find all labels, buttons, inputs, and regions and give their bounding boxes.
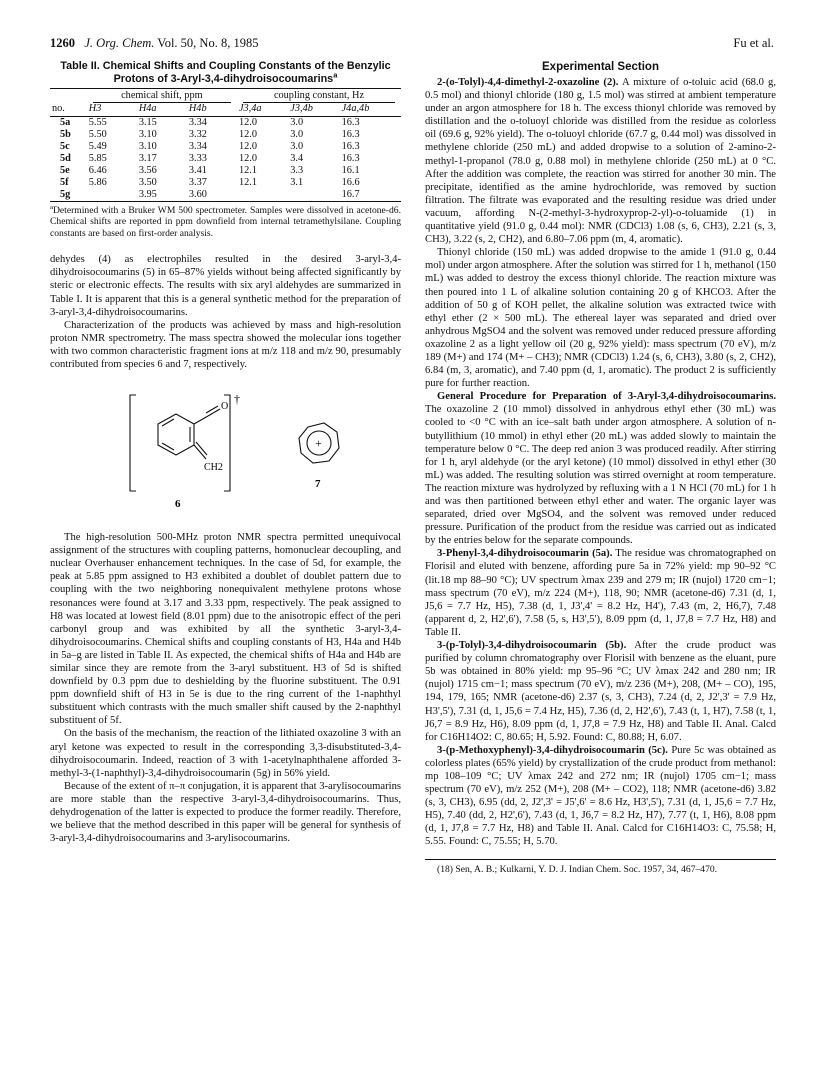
experimental-paragraph: Thionyl chloride (150 mL) was added dropwise to the amide 1 (91.0 g, 0.44 mol) under argon atmosphere. After the solution was stirred for 1 h, methanol (150 mL) was added to destroy the excess thionyl chloride. The reaction mixture was then poured into 1 L of alkaline solution containing 20 g of KHCO3. After the addition of 50 g of KOH pellet, the alkaline solution was extracted twice with ethyl ether (2 × 500 mL). The ethereal layer was separated and dried over anhydrous MgSO4 and the solvent was removed under reduced pressure affording oxazoline 2 as a light yellow oil (20 g, 92% yield): mass spectrum (70 eV), m/z 189 (M+) and 174 (M+ – CH3); NMR (CDCl3) 1.24 (s, 6, CH3), 3.80 (s, 2, CH2), 6.84 (m, 3, aromatic), and 7.40 ppm (d, 1, aromatic). The product 2 is sufficiently pure for further reaction. xyxy=(425,247,776,390)
table-row xyxy=(50,141,401,153)
charge-mark: + xyxy=(315,436,322,451)
structure-6 xyxy=(130,395,230,491)
procedure-heading: 3-(p-Tolyl)-3,4-dihydroisocoumarin (5b). xyxy=(437,640,627,652)
cell: 3.34 xyxy=(188,117,207,128)
col-header: no. xyxy=(50,103,87,117)
cell xyxy=(237,189,288,202)
table-footnote xyxy=(50,205,401,239)
cell: 12.0 xyxy=(238,153,257,164)
col-header: J3,4b xyxy=(288,103,339,117)
paragraph: Characterization of the products was achieved by mass and high-resolution proton NMR spectrometry. The mass spectra showed the molecular ions together with two common characteristic fragment ions at m/z 118 and m/z 90, presumably contributed from species 6 and 7, respectively. xyxy=(50,319,401,370)
cell: 16.3 xyxy=(341,129,360,140)
table-ii xyxy=(50,88,401,202)
paragraph: The high-resolution 500-MHz proton NMR spectra permitted unequivocal assignment of the structures with coupling patterns, homonuclear decoupling, and nuclear Overhauser enhancement techniques. In the case of 5d, for example, the peak at 5.85 ppm assigned to H3 exhibited a doublet of doublet pattern due to coupling with the two neighboring nonequivalent methylene protons whose resonances were found at 3.17 and 3.33 ppm, respectively. The peak assigned to H8 was located at lowest field (8.01 ppm) due to the anisotropic effect of the peri carbonyl group and was exhibited by all the synthetic 3-aryl-3,4-dihydroisocoumarins. Chemical shifts and coupling constants of H3, H4a and H4b in 5a–g are listed in Table II. As expected, the chemical shifts of H4a and H4b are similar since they are remote from the 3-aryl substituent. H3 of 5d is shifted downfield by 0.3 ppm due to deshielding by the fluorine substituent. The 0.91 ppm downfield shift of H3 in 5e is due to the ring current of the 1-naphthyl substituent which contrasts with the much smaller shift caused by the 2-naphthyl substituent of 5f. xyxy=(50,532,401,727)
experimental-paragraph xyxy=(425,390,776,547)
page-number: 1260 xyxy=(50,36,75,50)
table-group-header xyxy=(50,89,401,104)
experimental-paragraph xyxy=(425,744,776,849)
cell: 12.0 xyxy=(238,141,257,152)
cell: 5b xyxy=(60,129,71,140)
cell: 3.32 xyxy=(188,129,207,140)
cell: 3.0 xyxy=(290,129,304,140)
reference-footnote: (18) Sen, A. B.; Kulkarni, Y. D. J. Indian Chem. Soc. 1957, 34, 467–470. xyxy=(425,859,776,875)
cell: 3.10 xyxy=(138,141,157,152)
ch2-label: CH2 xyxy=(204,462,223,474)
dagger-mark: † xyxy=(234,392,240,407)
procedure-heading: 2-(o-Tolyl)-4,4-dimethyl-2-oxazoline (2). xyxy=(437,77,619,88)
bracket-left xyxy=(130,395,136,491)
cell: 3.17 xyxy=(138,153,157,164)
ring-double-bond xyxy=(162,419,174,426)
cell: 12.0 xyxy=(238,117,257,128)
cell: 5.49 xyxy=(88,141,107,152)
cell: 3.95 xyxy=(137,189,187,202)
left-body-text-2 xyxy=(50,531,401,845)
cell: 16.3 xyxy=(341,117,360,128)
journal-name: J. Org. Chem. xyxy=(84,36,155,50)
cell: 12.1 xyxy=(238,165,257,176)
cell: 5c xyxy=(60,141,70,152)
cell: 3.56 xyxy=(138,165,157,176)
cell: 12.0 xyxy=(238,129,257,140)
cell: 3.0 xyxy=(290,117,304,128)
structure-figure xyxy=(50,379,401,529)
table-row xyxy=(50,153,401,165)
compound-6-label: 6 xyxy=(175,498,181,511)
procedure-text: After the crude product was purified by column chromatography over Florisil with benzene as the eluant, pure 5b was obtained in 80% yield: mp 95–96 °C; UV λmax 242 and 280 nm; IR (nujol) 1715 cm−1; mass spectrum (70 eV), m/z 236 (M+), 208, (M+ – CO), 195, 194, 179, 165; NMR (acetone-d6) 2.37 (s, 3, CH3), 7.24 (d, 2, J2',3' = 7.9 Hz, H3',5'), 7.31 (d, 1, J5,6 = 7.4 Hz, H5), 7.36 (d, 2, H2',6'), 7.43 (t, 1, H7), 7.58 (t, 1, J6,7 = 8.9 Hz, H6), 8.09 ppm (d, 1, J7,8 = 7.9 Hz, H8) and Table II. Anal. Calcd for C16H14O2: C, 80.65; H, 5.92. Found: C, 80.88; H, 6.07. xyxy=(425,640,776,743)
cell: 16.1 xyxy=(341,165,360,176)
cell: 3.33 xyxy=(188,153,207,164)
procedure-text: The residue was chromatographed on Florisil and eluted with benzene, affording pure 5a in 72% yield: mp 90–92 °C (lit.18 mp 88–90 °C); UV spectrum λmax 239 and 279 m; IR (nujol) 1720 cm−1; mass spectrum (70 eV), m/z 224 (M+), 118, 90; NMR (acetone-d6) 7.31 (d, 1, J5,6 = 7.7 Hz, H5), 7.38 (d, 1, J3',4' = 8.2 Hz, H4'), 7.43 (m, 2, H6,7), 7.48 (apparent d, 2, H2',6'), 7.58 (5, s, H3',5'), 8.09 ppm (d, 1, J7,8 = 7.7 Hz, H8) and Table II. xyxy=(425,548,776,638)
procedure-text: The oxazoline 2 (10 mmol) dissolved in anhydrous ethyl ether (30 mL) was cooled to <0 °C with an ice–salt bath under argon atmosphere. A solution of n-butyllithium (10 mmol) in ethyl ether (20 mL) was added slowly to maintain the temperature below 0 °C. The deep red anion 3 was produced readily. After stirring for 1 h, aryl aldehyde (or the aryl ketone) (10 mmol) dissolved in ethyl ether (30 mL) was added. The resulting solution was stirred overnight at room temperature. The reaction mixture was hydrolyzed by refluxing with a 1 N HCl (70 mL) for 1 h and was then partitioned between ethyl ether and water. The organic layer was separated, dried over MgSO4, and the solvent was removed under reduced pressure. Purification of the product from the residue was carried out as indicated by the entries below for the separate compounds. xyxy=(425,404,776,547)
col-header: H3 xyxy=(87,103,137,117)
table-title xyxy=(50,60,401,85)
procedure-text: A mixture of o-toluic acid (68.0 g, 0.5 mol) and thionyl chloride (180 g, 1.5 mol) was stirred at ambient temperature under an argon atmosphere for 18 h. The excess thionyl chloride was removed by distillation and the o-toluoyl chloride was distilled from the residue as colorless oil (69.6 g, 92% yield). The o-toluoyl chloride (67.7 g, 0.44 mol) was dissolved in methylene chloride (250 mL) and added dropwise to a solution of 2-amino-2-methyl-1-propanol (78.0 g, 0.88 mol) in methylene chloride (250 mL) at 0 °C. After the addition was complete, the reaction was stirred for another 30 min. The precipitate, identified as the amine hydrochloride, was removed by suction filtration. The filtrate was evaporated and the resulting residue was dried under vacuum, affording N-(2-methyl-3-hydroxyprop-2-yl)-o-toluamide (1) in quantitative yield (91.0 g, 0.44 mol): NMR (CDCl3) 1.08 (s, 6, CH3), 2.21 (s, 3, CH3), 3.22 (s, 2, CH2), and 6.80–7.06 ppm (m, 4, aromatic). xyxy=(425,77,776,246)
cell: 5.86 xyxy=(88,177,107,188)
table-caption: Chemical Shifts and Coupling Constants of the Benzylic Protons of 3-Aryl-3,4-dihydroisocoumarins xyxy=(102,60,391,85)
ring-double-bond xyxy=(162,443,174,450)
left-body-text xyxy=(50,253,401,371)
cell xyxy=(87,189,137,202)
cell: 3.41 xyxy=(188,165,207,176)
table-label: Table II. xyxy=(60,60,100,72)
cell: 16.3 xyxy=(341,153,360,164)
group-header-coupling: coupling constant, Hz xyxy=(243,90,395,103)
col-header: H4b xyxy=(187,103,237,117)
col-header: J3,4a xyxy=(237,103,288,117)
experimental-paragraph xyxy=(425,76,776,246)
experimental-paragraph xyxy=(425,639,776,744)
left-column xyxy=(50,60,401,845)
journal-citation: Vol. 50, No. 8, 1985 xyxy=(157,36,259,50)
col-header: J4a,4b xyxy=(340,103,401,117)
running-head-left xyxy=(50,36,258,51)
group-header-shift: chemical shift, ppm xyxy=(93,90,231,103)
procedure-heading: 3-Phenyl-3,4-dihydroisocoumarin (5a). xyxy=(437,548,613,560)
cell: 5.85 xyxy=(88,153,107,164)
cell: 3.0 xyxy=(290,141,304,152)
compound-7-label: 7 xyxy=(315,478,321,491)
footnote-mark: a xyxy=(50,203,53,211)
cell: 3.50 xyxy=(138,177,157,188)
col-header: H4a xyxy=(137,103,187,117)
table-title-note: a xyxy=(333,69,338,79)
footnote-text: Determined with a Bruker WM 500 spectrometer. Samples were dissolved in acetone-d6. Chemical shifts are reported in ppm downfield from internal tetramethylsilane. Coupling constants are based on first-order analysis. xyxy=(50,205,401,239)
cell: 3.10 xyxy=(138,129,157,140)
structures-svg xyxy=(50,379,401,529)
table-column-header xyxy=(50,103,401,117)
paragraph: dehydes (4) as electrophiles resulted in the desired 3-aryl-3,4-dihydroisocoumarins (5) in 65–87% yields without being affected significantly by steric or electronic effects. The results with six aryl aldehydes are summarized in Table I. It is apparent that this is a general synthetic method for the preparation of 3-aryl-3,4-dihydroisocoumarins. xyxy=(50,254,401,318)
cell: 3.3 xyxy=(290,165,304,176)
cell: 5.55 xyxy=(88,117,107,128)
cell: 3.1 xyxy=(290,177,304,188)
table-body xyxy=(50,117,401,202)
cell xyxy=(288,189,339,202)
cell: 3.37 xyxy=(188,177,207,188)
cell: 3.60 xyxy=(187,189,237,202)
ketene-co-bond-2 xyxy=(206,406,218,413)
table-row xyxy=(50,117,401,130)
procedure-heading: 3-(p-Methoxyphenyl)-3,4-dihydroisocoumarin (5c). xyxy=(437,744,668,756)
cell: 3.34 xyxy=(188,141,207,152)
running-head-authors: Fu et al. xyxy=(733,36,774,50)
cell: 5.50 xyxy=(88,129,107,140)
section-title: Experimental Section xyxy=(542,61,659,73)
table-row xyxy=(50,165,401,177)
cell: 5g xyxy=(50,189,87,202)
cell: 5a xyxy=(60,117,71,128)
cell: 3.15 xyxy=(138,117,157,128)
cell: 5f xyxy=(60,177,69,188)
cell: 16.3 xyxy=(341,141,360,152)
paragraph: On the basis of the mechanism, the reaction of the lithiated oxazoline 3 with an aryl ketone was expected to result in the corresponding 3,3-disubstituted-3,4-dihydroisocoumarin. Indeed, reaction of 3 with 1-acetylnaphthalene afforded 3-methyl-3-(1-naphthyl)-3,4-dihydroisocoumarin (5g) in 56% yield. xyxy=(50,728,401,779)
table-row xyxy=(50,177,401,189)
benzene-ring-6 xyxy=(158,414,194,455)
cell: 16.7 xyxy=(340,189,401,202)
experimental-paragraph xyxy=(425,547,776,639)
table-row xyxy=(50,189,401,202)
procedure-text: Pure 5c was obtained as colorless plates (65% yield) by crystallization of the crude product from methanol: mp 108–109 °C; UV λmax 242 and 272 nm; IR (nujol) 1705 cm−1; mass spectrum (70 eV), m/z 252 (M+), 208 (M+ – CO2), 118; NMR (acetone-d6) 3.82 (s, 3, CH3), 6.95 (dd, 2, J2',3' = J5',6' = 8.6 Hz, H3',5'), 7.31 (d, 1, J5,6 = 7.7 Hz, H5), 7.40 (dd, 2, H2',6'), 7.43 (d, 1, J6,7 = 8.2 Hz, H7), 7.77 (t, 1, H6), 8.08 ppm (d, 1, J7,8 = 7.7 Hz, H8) and Table II. Anal. Calcd for C16H14O3: C, 75.58; H, 5.55. Found: C, 75.55; H, 5.70. xyxy=(425,744,776,848)
ketene-bond xyxy=(194,416,208,424)
oxygen-label: O xyxy=(221,401,229,413)
cell: 12.1 xyxy=(238,177,257,188)
cell: 5e xyxy=(60,165,70,176)
procedure-heading: General Procedure for Preparation of 3-Aryl-3,4-dihydroisocoumarins. xyxy=(437,391,776,403)
cell: 3.4 xyxy=(290,153,304,164)
ketene-co-bond xyxy=(208,409,220,416)
right-column xyxy=(425,60,776,875)
cell: 6.46 xyxy=(88,165,107,176)
cell: 16.6 xyxy=(341,177,360,188)
table-row xyxy=(50,129,401,141)
cell: 5d xyxy=(60,153,71,164)
paragraph: Because of the extent of π–π conjugation, it is apparent that 3-arylisocoumarins are more stable than the respective 3-aryl-3,4-dihydroisocoumarins. Thus, dehydrogenation of the latter is expected to produce the former readily. Therefore, we believe that the method described in this paper will be general for synthesis of 3-aryl-3,4-dihydroisocoumarins and 3-arylisocoumarins. xyxy=(50,780,401,845)
